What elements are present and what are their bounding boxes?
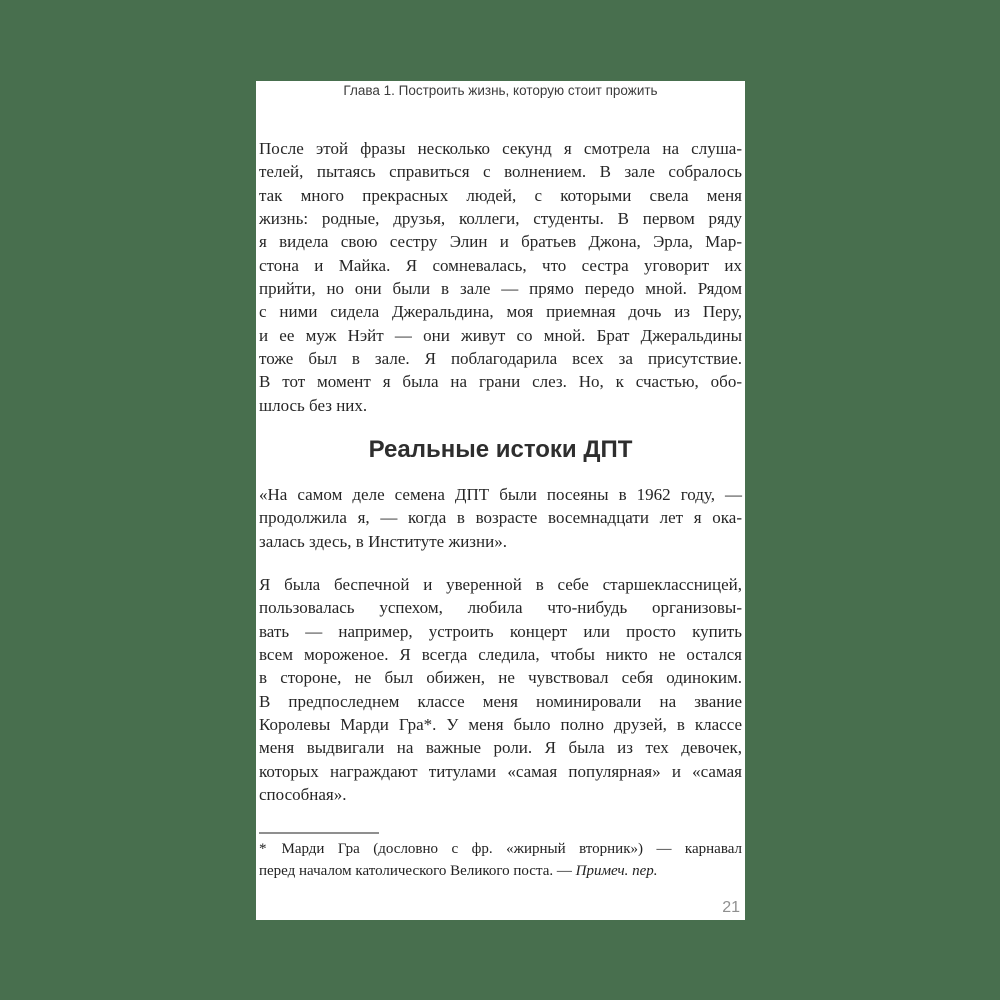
paragraph-line: Я была беспечной и уверенной в себе старшеклассницей, (259, 575, 742, 594)
paragraph-line: я видела свою сестру Элин и братьев Джона, Эрла, Мар- (259, 232, 742, 252)
paragraph-line: Королевы Марди Гра*. У меня было полно друзей, в классе (259, 714, 742, 734)
footnote-line: * Марди Гра (дословно с фр. «жирный вторник») — карнавал (259, 841, 742, 857)
footnote-line (259, 861, 742, 883)
paragraph (259, 137, 742, 417)
paragraph-line: жизнь: родные, друзья, коллеги, студенты. В первом ряду (259, 208, 742, 228)
paragraph-line: В предпоследнем классе меня номинировали на звание (259, 691, 742, 711)
footnote-text: перед началом католического Великого поста. — (259, 862, 576, 879)
paragraph-line: с ними сидела Джеральдина, моя приемная дочь из Перу, (259, 302, 742, 322)
paragraph (259, 573, 742, 806)
footnote-divider (259, 832, 379, 834)
paragraph-line: После этой фразы несколько секунд я смотрела на слуша- (259, 139, 742, 158)
book-page (256, 81, 745, 920)
paragraph-line: шлось без них. (259, 395, 368, 415)
paragraph-line: продолжила я, — когда в возрасте восемнадцати лет я ока- (259, 508, 742, 528)
paragraph-line: всем мороженое. Я всегда следила, чтобы никто не остался (259, 644, 742, 664)
paragraph-line: «На самом деле семена ДПТ были посеяны в 1962 году, — (259, 485, 742, 504)
page-number: 21 (722, 899, 740, 916)
paragraph-line: залась здесь, в Институте жизни». (259, 531, 507, 551)
paragraph-line: В тот момент я была на грани слез. Но, к счастью, обо- (259, 372, 742, 392)
section-heading: Реальные истоки ДПТ (368, 436, 633, 463)
paragraph-line: так много прекрасных людей, с которыми свела меня (259, 185, 742, 205)
paragraph-line: прийти, но они были в зале — прямо передо мной. Рядом (259, 278, 742, 298)
paragraph-line: стона и Майка. Я сомневалась, что сестра уговорит их (259, 255, 742, 275)
paragraph-line: которых награждают титулами «самая популярная» и «самая (259, 761, 742, 781)
footnote (259, 839, 742, 882)
paragraph-line: вать — например, устроить концерт или просто купить (259, 621, 742, 641)
paragraph-line: способная». (259, 784, 347, 804)
paragraph (259, 483, 742, 553)
chapter-running-header: Глава 1. Построить жизнь, которую стоит прожить (343, 83, 658, 98)
paragraph-line: пользовалась успехом, любила что-нибудь организовы- (259, 598, 742, 618)
paragraph-line: телей, пытаясь справиться с волнением. В зале собралось (259, 162, 742, 182)
paragraph-line: тоже был в зале. Я поблагодарила всех за присутствие. (259, 348, 742, 368)
paragraph-line: и ее муж Нэйт — они живут со мной. Брат Джеральдины (259, 325, 742, 345)
paragraph-line: меня выдвигали на важные роли. Я была из тех девочек, (259, 738, 742, 758)
paragraph-line: в стороне, не был обижен, не чувствовал себя одиноким. (259, 668, 742, 688)
footnote-translator-note: Примеч. пер. (575, 862, 658, 879)
